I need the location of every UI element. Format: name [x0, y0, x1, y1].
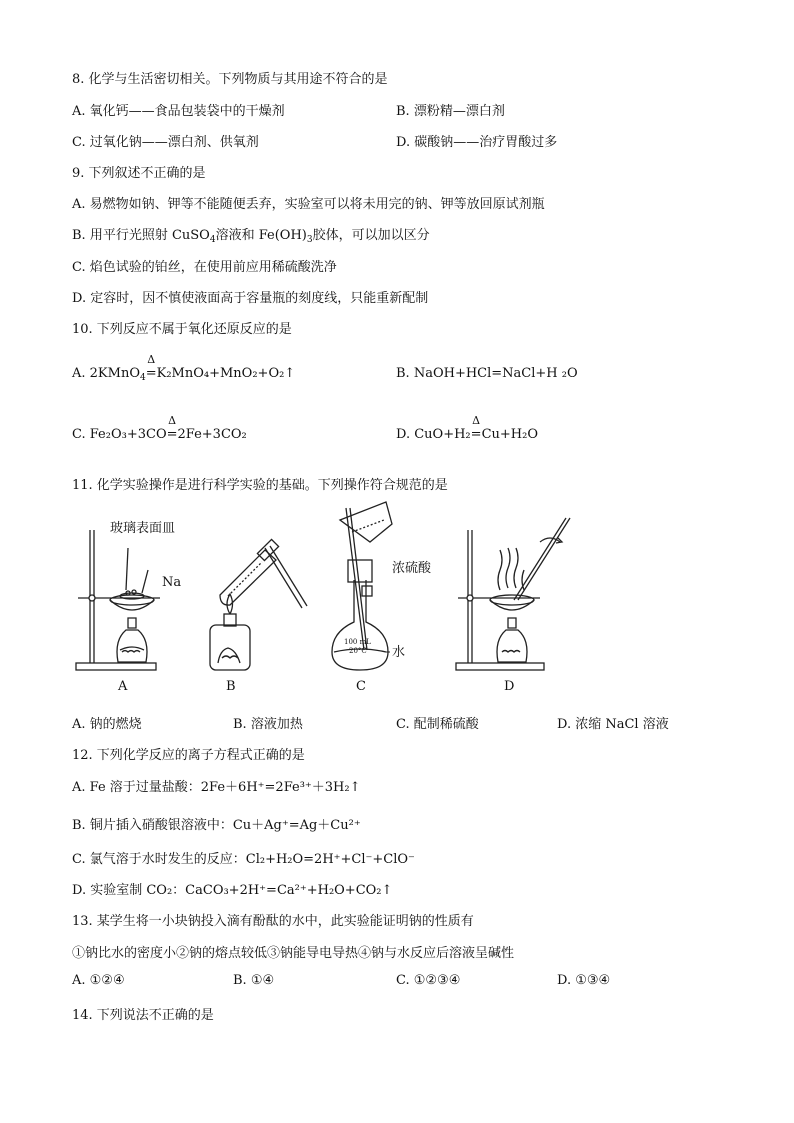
q12-option-c: C. 氯气溶于水时发生的反应：Cl₂+H₂O=2H⁺+Cl⁻+ClO⁻: [72, 852, 415, 867]
q10-a-label: A. 2KMnO: [72, 366, 140, 381]
q8-option-a: A. 氧化钙——食品包装袋中的干燥剂: [72, 104, 285, 119]
label-flask-temp: 20°C: [349, 647, 367, 655]
q11-option-d: D. 浓缩 NaCl 溶液: [557, 717, 669, 732]
q10-d-products: Cu+H₂O: [481, 427, 538, 442]
q10-a-heat-equals: Δ =: [145, 353, 157, 381]
caption-c: C: [356, 679, 366, 694]
q9-stem: 9. 下列叙述不正确的是: [72, 166, 206, 181]
q14-stem: 14. 下列说法不正确的是: [72, 1008, 214, 1023]
q13-statements: ①钠比水的密度小②钠的熔点较低③钠能导电导热④钠与水反应后溶液呈碱性: [72, 946, 515, 961]
q12-stem: 12. 下列化学反应的离子方程式正确的是: [72, 748, 305, 763]
q12-option-d: D. 实验室制 CO₂：CaCO₃+2H⁺=Ca²⁺+H₂O+CO₂↑: [72, 883, 393, 898]
q10-d-heat-equals: Δ =: [470, 414, 482, 442]
q10-option-a: [72, 353, 296, 383]
q10-d-label: D. CuO+H₂: [396, 427, 471, 442]
q8-option-b: B. 漂粉精—漂白剂: [396, 104, 505, 119]
q11-option-a: A. 钠的燃烧: [72, 717, 142, 732]
q13-option-c: C. ①②③④: [396, 973, 461, 988]
q12-option-b: B. 铜片插入硝酸银溶液中：Cu＋Ag⁺=Ag＋Cu²⁺: [72, 818, 361, 833]
label-water: 水: [392, 645, 406, 660]
q13-option-b: B. ①④: [233, 973, 275, 988]
q9-option-b: [72, 224, 430, 245]
caption-a: A: [118, 679, 128, 694]
label-watch-glass: 玻璃表面皿: [110, 521, 176, 536]
q9-option-d: D. 定容时，因不慎使液面高于容量瓶的刻度线，只能重新配制: [72, 291, 429, 306]
delta-symbol: Δ: [168, 414, 177, 427]
q9-b-sub1: 4: [209, 235, 216, 245]
label-conc-acid: 浓硫酸: [392, 561, 432, 576]
q10-option-d: [396, 414, 538, 442]
q10-option-c: [72, 414, 247, 442]
q8-option-d: D. 碳酸钠——治疗胃酸过多: [396, 135, 558, 150]
q11-stem: 11. 化学实验操作是进行科学实验的基础。下列操作符合规范的是: [72, 478, 448, 493]
q10-a-sub: 4: [139, 373, 146, 383]
q12-option-a: A. Fe 溶于过量盐酸：2Fe＋6H⁺=2Fe³⁺＋3H₂↑: [72, 780, 361, 795]
q9-b-sub2: 3: [306, 235, 313, 245]
q10-c-heat-equals: Δ =: [166, 414, 178, 442]
q9-b-mid: 溶液和 Fe(OH): [215, 228, 307, 243]
q10-c-products: 2Fe+3CO₂: [177, 427, 247, 442]
label-na: Na: [162, 575, 182, 590]
apparatus-a: [76, 530, 160, 670]
q13-option-a: A. ①②④: [72, 973, 125, 988]
q9-option-c: C. 焰色试验的铂丝，在使用前应用稀硫酸洗净: [72, 260, 337, 275]
caption-b: B: [226, 679, 236, 694]
q9-b-pre: B. 用平行光照射 CuSO: [72, 228, 210, 243]
q11-figure: [70, 500, 590, 700]
q9-option-a: A. 易燃物如钠、钾等不能随便丢弃，实验室可以将未用完的钠、钾等放回原试剂瓶: [72, 197, 545, 212]
q8-stem: 8. 化学与生活密切相关。下列物质与其用途不符合的是: [72, 72, 388, 87]
apparatus-d: [456, 518, 570, 670]
label-flask-volume: 100 mL: [344, 638, 371, 646]
q11-option-c: C. 配制稀硫酸: [396, 717, 479, 732]
caption-d: D: [504, 679, 515, 694]
q10-c-label: C. Fe₂O₃+3CO: [72, 427, 167, 442]
q10-option-b: B. NaOH+HCl=NaCl+H ₂O: [396, 366, 578, 381]
q13-option-d: D. ①③④: [557, 973, 611, 988]
q11-option-b: B. 溶液加热: [233, 717, 303, 732]
q13-stem: 13. 某学生将一小块钠投入滴有酚酞的水中，此实验能证明钠的性质有: [72, 914, 474, 929]
q8-option-c: C. 过氧化钠——漂白剂、供氧剂: [72, 135, 259, 150]
q10-a-products: K₂MnO₄+MnO₂+O₂↑: [156, 366, 296, 381]
q9-b-post: 胶体，可以加以区分: [312, 228, 430, 243]
q10-stem: 10. 下列反应不属于氧化还原反应的是: [72, 322, 292, 337]
apparatus-b: [210, 539, 307, 670]
delta-symbol: Δ: [147, 353, 156, 366]
delta-symbol: Δ: [472, 414, 481, 427]
